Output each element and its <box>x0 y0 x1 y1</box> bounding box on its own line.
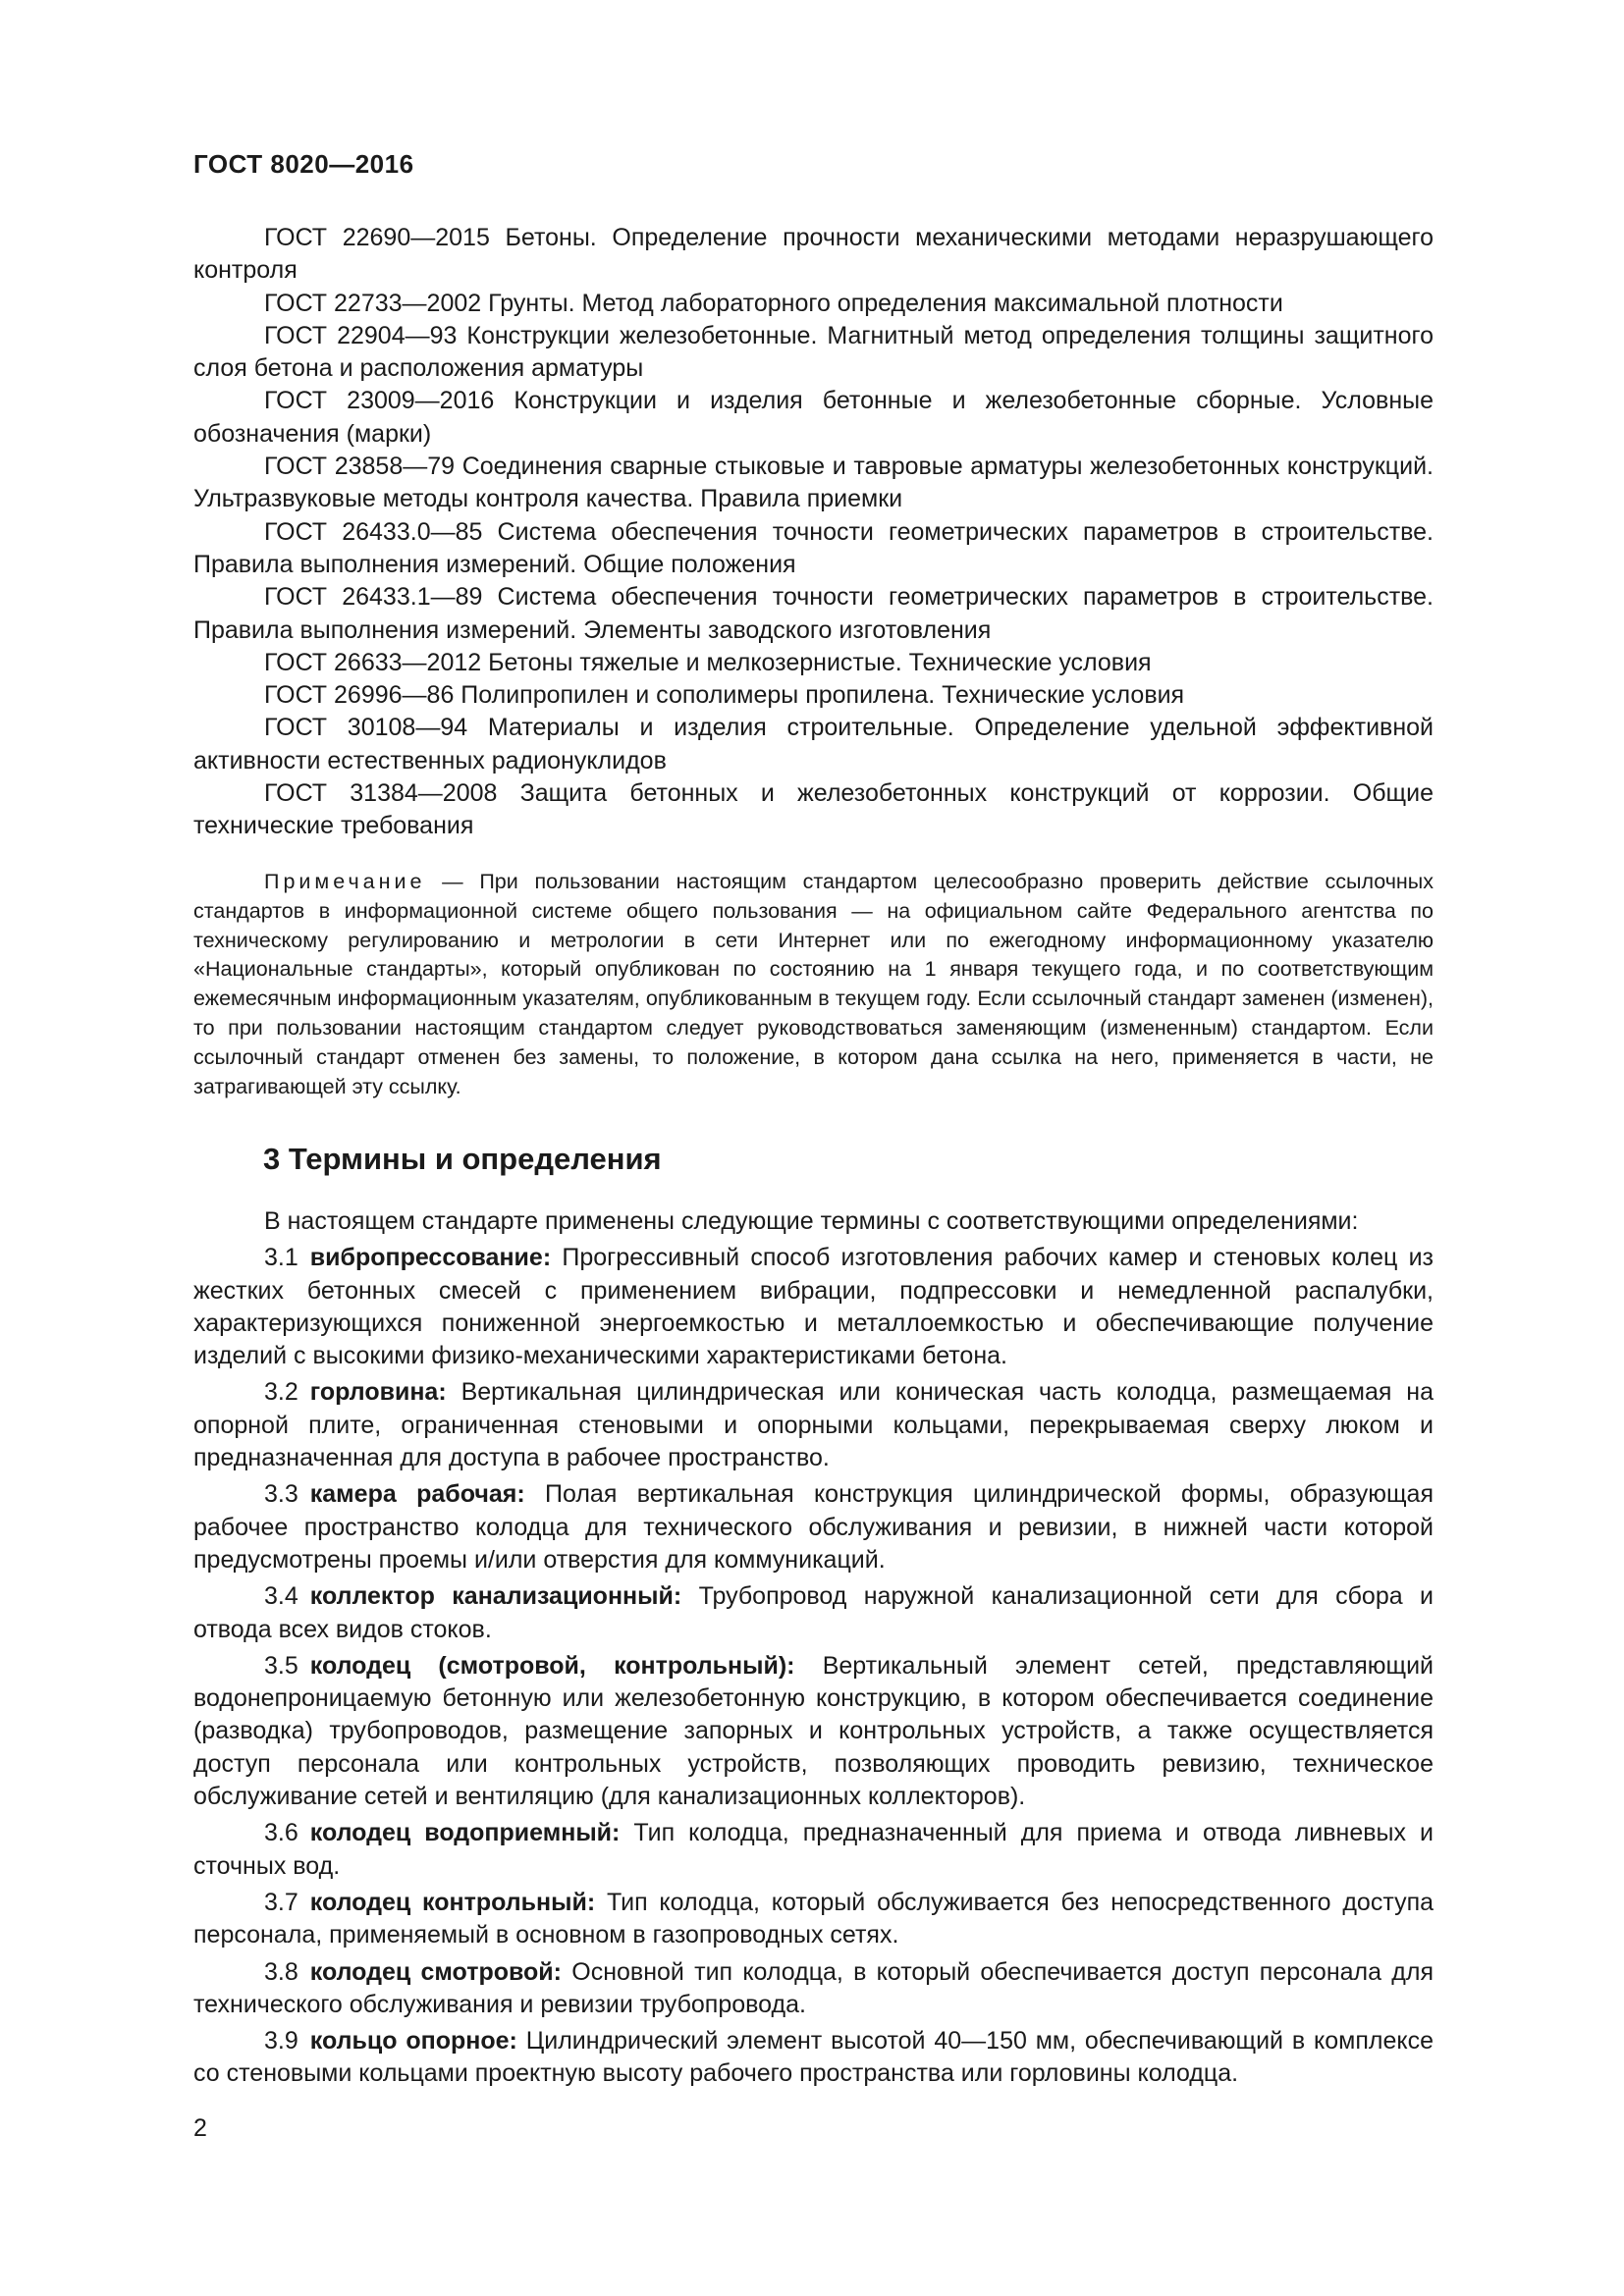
reference-item: ГОСТ 31384—2008 Защита бетонных и железобетонных конструкций от коррозии. Общие технические требования <box>193 779 1434 840</box>
page-number: 2 <box>193 2114 207 2142</box>
term-number: 3.8 <box>264 1957 298 1986</box>
note-paragraph <box>193 868 1434 1101</box>
term-definition: Прогрессивный способ изготовления рабочих камер и стеновых колец из жестких бетонных смесей с применением вибрации, подпрессовки и немедленной распалубки, характеризующихся пониженной энергоемкостью и металлоемкостью и обеспечивающие получение изделий с высокими физико-механическими характеристиками бетона. <box>193 1244 1434 1370</box>
section-heading: 3 Термины и определения <box>263 1142 662 1176</box>
term-number: 3.9 <box>264 2027 298 2056</box>
note-text: — При пользовании настоящим стандартом целесообразно проверить действие ссылочных стандартов в информационной системе общего пользования — на официальном сайте Федерального агентства по техническому регулированию и метрологии в сети Интернет или по ежегодному информационному указателю «Национальные стандарты», который опубликован по состоянию на 1 января текущего года, и по соответствующим ежемесячным информационным указателям, опубликованным в текущем году. Если ссылочный стандарт заменен (изменен), то при пользовании настоящим стандартом следует руководствоваться заменяющим (измененным) стандартом. Если ссылочный стандарт отменен без замены, то положение, в котором дана ссылка на него, применяется в части, не затрагивающей эту ссылку. <box>193 870 1434 1098</box>
term-word: вибропрессование: <box>309 1244 552 1272</box>
note-block <box>193 868 1434 1101</box>
term-item <box>193 1650 1434 1813</box>
term-word: кольцо опорное: <box>309 2027 517 2056</box>
term-number: 3.7 <box>264 1888 298 1916</box>
term-word: колодец (смотровой, контрольный): <box>309 1651 795 1680</box>
term-word: коллектор канализационный: <box>309 1582 682 1611</box>
term-number: 3.4 <box>264 1582 298 1611</box>
note-label: Примечание <box>264 870 426 893</box>
term-item <box>193 2025 1434 2091</box>
term-definition: Основной тип колодца, в который обеспечивается доступ персонала для технического обслуживания и ревизии трубопровода. <box>193 1957 1434 2018</box>
reference-item: ГОСТ 26996—86 Полипропилен и сополимеры пропилена. Технические условия <box>264 681 1185 710</box>
section-intro: В настоящем стандарте применены следующие термины с соответствующими определениями: <box>264 1207 1359 1235</box>
term-item <box>193 1580 1434 1646</box>
term-definition: Вертикальная цилиндрическая или коническая часть колодца, размещаемая на опорной плите, ограниченная стеновыми и опорными кольцами, перекрываемая сверху люком и предназначенная для доступа в рабочее пространство. <box>193 1378 1434 1472</box>
term-definition: Цилиндрический элемент высотой 40—150 мм, обеспечивающий в комплексе со стеновыми кольцами проектную высоту рабочего пространства или горловины колодца. <box>193 2027 1434 2088</box>
term-word: колодец контрольный: <box>309 1888 596 1916</box>
reference-item: ГОСТ 26433.1—89 Система обеспечения точности геометрических параметров в строительстве. Правила выполнения измерений. Элементы заводского изготовления <box>193 583 1434 644</box>
term-item <box>193 1887 1434 1952</box>
page-header-title: ГОСТ 8020—2016 <box>193 149 414 179</box>
terms-list <box>193 1205 1434 2091</box>
term-item <box>193 1478 1434 1576</box>
normative-references-list <box>193 222 1434 843</box>
term-word: колодец смотровой: <box>309 1957 562 1986</box>
reference-item: ГОСТ 22904—93 Конструкции железобетонные. Магнитный метод определения толщины защитного слоя бетона и расположения арматуры <box>193 321 1434 383</box>
reference-item: ГОСТ 22733—2002 Грунты. Метод лабораторного определения максимальной плотности <box>264 289 1283 317</box>
term-item <box>193 1956 1434 2022</box>
reference-item: ГОСТ 26433.0—85 Система обеспечения точности геометрических параметров в строительстве. Правила выполнения измерений. Общие положения <box>193 517 1434 578</box>
term-word: камера рабочая: <box>309 1480 525 1509</box>
term-definition: Трубопровод наружной канализационной сети для сбора и отвода всех видов стоков. <box>193 1582 1434 1643</box>
reference-item: ГОСТ 22690—2015 Бетоны. Определение прочности механическими методами неразрушающего контроля <box>193 224 1434 285</box>
reference-item: ГОСТ 23009—2016 Конструкции и изделия бетонные и железобетонные сборные. Условные обозначения (марки) <box>193 387 1434 448</box>
term-definition: Вертикальный элемент сетей, представляющий водонепроницаемую бетонную или железобетонную конструкцию, в котором обеспечивается соединение (разводка) трубопроводов, размещение запорных и контрольных устройств, а также осуществляется доступ персонала или контрольных устройств, позволяющих проводить ревизию, техническое обслуживание сетей и вентиляцию (для канализационных коллекторов). <box>193 1651 1435 1811</box>
term-item <box>193 1817 1434 1883</box>
term-item <box>193 1376 1434 1474</box>
term-word: горловина: <box>309 1378 447 1407</box>
reference-item: ГОСТ 23858—79 Соединения сварные стыковые и тавровые арматуры железобетонных конструкций. Ультразвуковые методы контроля качества. Правила приемки <box>193 453 1434 513</box>
term-number: 3.1 <box>264 1244 298 1272</box>
term-number: 3.6 <box>264 1819 298 1847</box>
term-item <box>193 1242 1434 1372</box>
term-definition: Тип колодца, предназначенный для приема и отвода ливневых и сточных вод. <box>193 1819 1435 1880</box>
reference-item: ГОСТ 30108—94 Материалы и изделия строительные. Определение удельной эффективной активности естественных радионуклидов <box>193 714 1434 774</box>
term-number: 3.2 <box>264 1378 298 1407</box>
term-number: 3.3 <box>264 1480 298 1509</box>
term-word: колодец водоприемный: <box>309 1819 621 1847</box>
reference-item: ГОСТ 26633—2012 Бетоны тяжелые и мелкозернистые. Технические условия <box>264 648 1152 676</box>
term-number: 3.5 <box>264 1651 298 1680</box>
term-definition: Полая вертикальная конструкция цилиндрической формы, образующая рабочее пространство колодца для технического обслуживания и ревизии, в нижней части которой предусмотрены проемы и/или отверстия для коммуникаций. <box>193 1480 1434 1574</box>
term-definition: Тип колодца, который обслуживается без непосредственного доступа персонала, применяемый в основном в газопроводных сетях. <box>193 1888 1435 1949</box>
